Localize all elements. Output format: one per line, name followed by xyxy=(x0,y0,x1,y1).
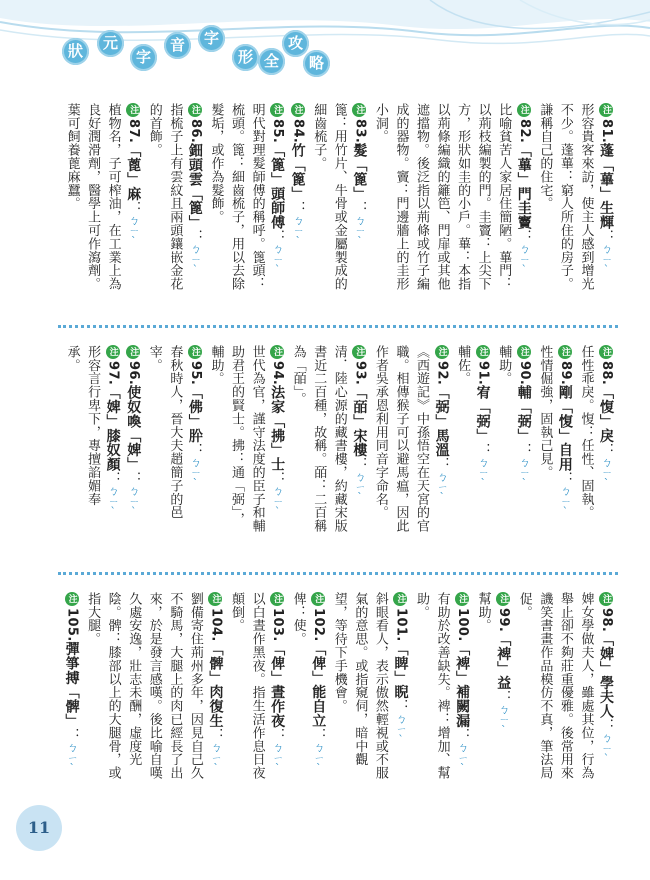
header-title-char: 攻 xyxy=(282,30,309,57)
zhuyin-pronunciation: ㄅㄧˋ xyxy=(209,741,223,776)
entry-definition-line: 不騎馬，大腿上的肉已經長了出 xyxy=(167,592,183,780)
entry-definition-line: 劉備寄住荊州多年，因見自己久 xyxy=(187,592,203,780)
entry-term: 「皕」宋樓 xyxy=(351,385,368,458)
entry-term: 「裨」補闕漏 xyxy=(454,641,471,729)
entry-term: 「裨」益 xyxy=(495,632,512,690)
entry-definition-line: 不少。蓬蓽：窮人所住的房子。 xyxy=(557,103,573,291)
note-marker-icon: 注 xyxy=(65,592,79,606)
entry-definition-line: 書近二百種，故稱。皕：二百稱 xyxy=(311,345,327,533)
entry-heading-column: 注104.「髀」肉復生：ㄅㄧˋ xyxy=(204,592,225,797)
entry-term: 「篦」頭師傅 xyxy=(269,143,286,230)
entry-definition-line: 春秋時人，晉大夫趙簡子的邑 xyxy=(167,345,183,520)
header-title-char: 音 xyxy=(164,32,191,59)
page-number: 11 xyxy=(16,805,62,851)
entry-heading-column: 注92.「弼」馬溫：ㄅㄧˋ xyxy=(430,345,451,560)
entry-definition-line: 《西遊記》中孫悟空在天宮的官 xyxy=(414,345,429,533)
entry-term: 竹「篦」 xyxy=(289,143,306,201)
entry-definition-line: 為「皕」。 xyxy=(290,345,306,406)
entry-definition-line: 輔佐。 xyxy=(455,345,471,386)
entry-term: 「蓽」門圭竇 xyxy=(515,143,532,230)
entry-number: 105. xyxy=(64,608,80,642)
entry-number: 82. xyxy=(516,119,532,144)
entry-term: 「髀」肉復生 xyxy=(207,641,224,729)
entry-definition-line: 形容貴客來訪，使主人感到增光 xyxy=(578,103,594,291)
entry-definition-line: 助。 xyxy=(414,592,429,619)
note-marker-icon: 注 xyxy=(208,592,222,606)
entry-definition-line: 遮擋物。後泛指以荊條或竹子編 xyxy=(414,103,429,291)
entry-heading-column: 注98.「婢」學夫人：ㄅㄧˋ xyxy=(594,592,615,797)
zhuyin-pronunciation: ㄅㄧˋ xyxy=(127,214,141,249)
entry-heading-column: 注85.「篦」頭師傅：ㄅㄧˋ xyxy=(266,103,287,318)
entry-number: 84. xyxy=(290,119,306,144)
zhuyin-pronunciation: ㄅㄧˋ xyxy=(600,243,613,278)
zhuyin-pronunciation: ㄅㄧˋ xyxy=(188,243,202,278)
entry-definition-line: 陰。髀：膝部以上的大腿骨，或 xyxy=(105,592,121,780)
entry-number: 85. xyxy=(270,119,286,144)
entry-heading-column: 注100.「裨」補闕漏：ㄅㄧˋ xyxy=(451,592,472,797)
entry-definition-line: 以荊條編織的籬笆、門扉或其他 xyxy=(434,103,450,291)
entry-definition-line: 謙稱自己的住宅。 xyxy=(537,103,553,211)
entry-definition-line: 指大腿。 xyxy=(85,592,101,646)
entry-definition-line: 促。 xyxy=(516,592,532,619)
entry-term: 輔「弼」 xyxy=(515,385,532,443)
note-marker-icon: 注 xyxy=(352,345,366,359)
zhuyin-pronunciation: ㄅㄧˋ xyxy=(188,456,202,491)
entry-definition-line: 葉可飼養蓖麻蠶。 xyxy=(64,103,80,211)
entry-heading-column: 注93.「皕」宋樓：ㄅㄧˋ xyxy=(348,345,369,560)
header-title-char: 字 xyxy=(198,25,225,52)
entry-number: 102. xyxy=(311,608,327,642)
note-marker-icon: 注 xyxy=(291,103,305,117)
entry-term: 「婢」學夫人 xyxy=(598,632,614,719)
entry-heading-column: 注89.剛「愎」自用：ㄅㄧˋ xyxy=(553,345,574,560)
entry-term: 彈箏搏「髀」 xyxy=(63,641,80,729)
entry-term: 「俾」晝作夜 xyxy=(269,641,286,729)
entry-term: 「弼」馬溫 xyxy=(433,385,450,458)
entry-definition-line: 良好潤滑劑，醫學上可作瀉劑。 xyxy=(85,103,101,291)
entry-heading-column: 注91.宥「弼」：ㄅㄧˋ xyxy=(471,345,492,560)
entry-term: 「睥」睨 xyxy=(392,641,409,700)
entry-heading-column: 注96.使奴喚「婢」：ㄅㄧˋ xyxy=(122,345,143,560)
page-header xyxy=(0,0,650,95)
entry-definition-line: 髮垢，或作為髮飾。 xyxy=(208,103,224,224)
entry-definition-line: 輔助。 xyxy=(496,345,512,386)
entry-definition-line: 輔助。 xyxy=(208,345,224,386)
entry-heading-column: 注90.輔「弼」：ㄅㄧˋ xyxy=(512,345,533,560)
entry-definition-line: 來，於是發言感嘆。後比喻自嘆 xyxy=(146,592,162,780)
zhuyin-pronunciation: ㄅㄧˋ xyxy=(312,741,326,776)
zhuyin-pronunciation: ㄅㄧˋ xyxy=(600,732,613,767)
zhuyin-pronunciation: ㄅㄧˋ xyxy=(106,485,120,520)
entry-definition-line: 舉止卻不夠莊重優雅。後常用來 xyxy=(557,592,573,780)
entry-number: 91. xyxy=(475,361,491,386)
entry-term: 宥「弼」 xyxy=(474,385,491,443)
entry-term: 「俾」能自立 xyxy=(310,641,327,729)
zhuyin-pronunciation: ㄅㄧˋ xyxy=(353,214,367,249)
entry-definition-line: 有助於改善缺失。裨：增加、幫 xyxy=(434,592,450,780)
entry-heading-column: 注84.竹「篦」：ㄅㄧˋ xyxy=(286,103,307,318)
note-marker-icon: 注 xyxy=(455,592,469,606)
zhuyin-pronunciation: ㄅㄧˋ xyxy=(271,485,285,520)
entry-number: 92. xyxy=(434,361,450,386)
entry-definition-line: 細齒梳子。 xyxy=(311,103,327,170)
entry-number: 101. xyxy=(393,608,409,642)
entry-number: 83. xyxy=(352,119,368,144)
entry-heading-column: 注97.「婢」膝奴顏：ㄅㄧˋ xyxy=(101,345,122,560)
note-marker-icon: 注 xyxy=(188,345,202,359)
entry-number: 94. xyxy=(270,361,286,386)
zhuyin-pronunciation: ㄅㄧˋ xyxy=(517,243,531,278)
header-title-char: 略 xyxy=(303,50,330,77)
entry-term: 蓬「蓽」生輝 xyxy=(598,143,614,230)
entry-term: 使奴喚「婢」 xyxy=(125,385,142,472)
entry-section-1 xyxy=(60,103,615,318)
zhuyin-pronunciation: ㄅㄧˋ xyxy=(517,456,531,491)
entry-definition-line: 職。相傳猴子可以避馬瘟，因此 xyxy=(393,345,409,533)
entry-term: 剛「愎」自用 xyxy=(556,385,573,472)
section-divider xyxy=(58,572,618,575)
entry-number: 86. xyxy=(187,119,203,144)
note-marker-icon: 注 xyxy=(517,345,531,359)
entry-number: 98. xyxy=(599,608,614,633)
entry-definition-line: 幫助。 xyxy=(475,592,491,633)
entry-heading-column: 注101.「睥」睨：ㄅㄧˋ xyxy=(389,592,410,797)
zhuyin-pronunciation: ㄅㄧˋ xyxy=(558,485,572,520)
entry-definition-line: 顛倒。 xyxy=(229,592,244,633)
entry-number: 100. xyxy=(455,608,471,642)
note-marker-icon: 注 xyxy=(126,345,140,359)
entry-definition-line: 比喻貧苦人家居住簡陋。蓽門： xyxy=(496,103,512,291)
section-divider xyxy=(58,325,618,328)
entry-term: 「佛」肸 xyxy=(186,385,203,443)
zhuyin-pronunciation: ㄅㄧˋ xyxy=(456,741,470,776)
entry-heading-column: 注103.「俾」晝作夜：ㄅㄧˋ xyxy=(266,592,287,797)
note-marker-icon: 注 xyxy=(393,592,407,606)
zhuyin-pronunciation: ㄅㄧˋ xyxy=(394,712,408,747)
note-marker-icon: 注 xyxy=(496,592,510,606)
entry-definition-line: 譏笑書畫作品模仿不真，筆法局 xyxy=(537,592,553,780)
entry-definition-line: 方，形狀如圭的小戶。蓽：本指 xyxy=(455,103,471,291)
entry-section-2 xyxy=(60,345,615,560)
entry-term: 法家「拂」士 xyxy=(269,385,286,472)
entry-definition-line: 氣的意思。或指窺伺，暗中觀 xyxy=(352,592,368,767)
entry-number: 89. xyxy=(557,361,573,386)
note-marker-icon: 注 xyxy=(599,103,613,117)
entry-number: 103. xyxy=(270,608,286,642)
note-marker-icon: 注 xyxy=(352,103,366,117)
entry-heading-column: 注82.「蓽」門圭竇：ㄅㄧˋ xyxy=(512,103,533,318)
entry-heading-column: 注99.「裨」益：ㄅㄧˋ xyxy=(492,592,513,797)
entry-definition-line: 世代為官，謹守法度的臣子和輔 xyxy=(249,345,265,533)
entry-heading-column: 注83.髮「篦」：ㄅㄧˋ xyxy=(348,103,369,318)
zhuyin-pronunciation: ㄅㄧˋ xyxy=(65,741,79,776)
entry-definition-line: 望，等待下手機會。 xyxy=(331,592,347,713)
entry-definition-line: 以荊枝編製的門。圭竇：上尖下 xyxy=(475,103,491,291)
note-marker-icon: 注 xyxy=(517,103,531,117)
entry-section-3 xyxy=(60,592,615,797)
entry-number: 90. xyxy=(516,361,532,386)
entry-term: 「蓖」麻 xyxy=(125,143,142,201)
header-title-char: 字 xyxy=(130,44,157,71)
entry-number: 81. xyxy=(599,119,614,144)
zhuyin-pronunciation: ㄅㄧˋ xyxy=(353,470,367,505)
entry-number: 88. xyxy=(599,361,614,386)
note-marker-icon: 注 xyxy=(270,345,284,359)
entry-definition-line: 篦：用竹片、牛骨或金屬製成的 xyxy=(331,103,347,291)
entry-term: 「愎」戾 xyxy=(598,385,614,443)
entry-definition-line: 以白晝作黑夜。指生活作息日夜 xyxy=(249,592,265,780)
entry-heading-column: 注88.「愎」戾：ㄅㄧˋ xyxy=(594,345,615,560)
entry-definition-line: 斜眼看人，表示傲然輕視或不服 xyxy=(372,592,388,780)
zhuyin-pronunciation: ㄅㄧˋ xyxy=(600,456,613,491)
entry-heading-column: 注81.蓬「蓽」生輝：ㄅㄧˋ xyxy=(594,103,615,318)
entry-definition-line: 婢女學做夫人，雖處其位，行為 xyxy=(578,592,594,780)
entry-heading-column: 注105.彈箏搏「髀」：ㄅㄧˋ xyxy=(60,592,81,797)
entry-definition-line: 承。 xyxy=(64,345,80,372)
entry-heading-column: 注87.「蓖」麻：ㄅㄧˋ xyxy=(122,103,143,318)
entry-number: 96. xyxy=(126,361,142,386)
note-marker-icon: 注 xyxy=(311,592,325,606)
header-title-char: 形 xyxy=(232,44,259,71)
entry-definition-line: 梳頭。篦：細齒梳子，用以去除 xyxy=(229,103,244,291)
zhuyin-pronunciation: ㄅㄧˋ xyxy=(476,456,490,491)
note-marker-icon: 注 xyxy=(476,345,490,359)
note-marker-icon: 注 xyxy=(270,592,284,606)
zhuyin-pronunciation: ㄅㄧˋ xyxy=(271,243,285,278)
note-marker-icon: 注 xyxy=(599,345,613,359)
note-marker-icon: 注 xyxy=(435,345,449,359)
entry-definition-line: 的首飾。 xyxy=(146,103,162,157)
entry-number: 95. xyxy=(187,361,203,386)
entry-number: 99. xyxy=(496,608,512,633)
entry-definition-line: 任性乖戾。愎：任性、固執。 xyxy=(578,345,594,520)
entry-definition-line: 久處安逸，壯志未酬，虛度光 xyxy=(126,592,142,767)
note-marker-icon: 注 xyxy=(270,103,284,117)
entry-term: 「婢」膝奴顏 xyxy=(104,385,121,472)
entry-definition-line: 性情倔強，固執己見。 xyxy=(537,345,553,479)
entry-definition-line: 小洞。 xyxy=(372,103,388,144)
entry-definition-line: 助君王的賢士。拂：通「弼」， xyxy=(229,345,244,527)
entry-definition-line: 清．陸心源的藏書樓，約藏宋版 xyxy=(331,345,347,533)
entry-definition-line: 作者吳承恩利用同音字命名。 xyxy=(372,345,388,520)
entry-definition-line: 宰。 xyxy=(146,345,162,372)
zhuyin-pronunciation: ㄅㄧˋ xyxy=(127,485,141,520)
header-title-char: 元 xyxy=(97,30,124,57)
entry-definition-line: 植物名，子可榨油，在工業上為 xyxy=(105,103,121,291)
entry-heading-column: 注102.「俾」能自立：ㄅㄧˋ xyxy=(307,592,328,797)
entry-heading-column: 注95.「佛」肸：ㄅㄧˋ xyxy=(183,345,204,560)
entry-definition-line: 形容言行卑下，專擅諂媚奉 xyxy=(85,345,101,506)
note-marker-icon: 注 xyxy=(106,345,120,359)
zhuyin-pronunciation: ㄅㄧˋ xyxy=(435,470,449,505)
zhuyin-pronunciation: ㄅㄧˋ xyxy=(497,703,511,738)
header-title-char: 狀 xyxy=(62,38,89,65)
entry-definition-line: 指梳子上有雲紋且兩頭鑲嵌金花 xyxy=(167,103,183,291)
note-marker-icon: 注 xyxy=(599,592,613,606)
entry-definition-line: 成的器物。竇：門邊牆上的圭形 xyxy=(393,103,409,291)
entry-heading-column: 注94.法家「拂」士：ㄅㄧˋ xyxy=(266,345,287,560)
header-title-char: 全 xyxy=(258,48,285,75)
zhuyin-pronunciation: ㄅㄧˋ xyxy=(271,741,285,776)
entry-number: 97. xyxy=(105,361,121,386)
entry-term: 鈿頭雲「篦」 xyxy=(186,143,203,230)
note-marker-icon: 注 xyxy=(188,103,202,117)
entry-definition-line: 俾：使。 xyxy=(290,592,306,646)
entry-heading-column: 注86.鈿頭雲「篦」：ㄅㄧˋ xyxy=(183,103,204,318)
entry-definition-line: 明代對理髮師傅的稱呼。篦頭： xyxy=(249,103,265,291)
zhuyin-pronunciation: ㄅㄧˋ xyxy=(291,214,305,249)
entry-number: 104. xyxy=(208,608,224,642)
entry-term: 髮「篦」 xyxy=(351,143,368,201)
note-marker-icon: 注 xyxy=(126,103,140,117)
entry-number: 93. xyxy=(352,361,368,386)
entry-number: 87. xyxy=(126,119,142,144)
note-marker-icon: 注 xyxy=(558,345,572,359)
